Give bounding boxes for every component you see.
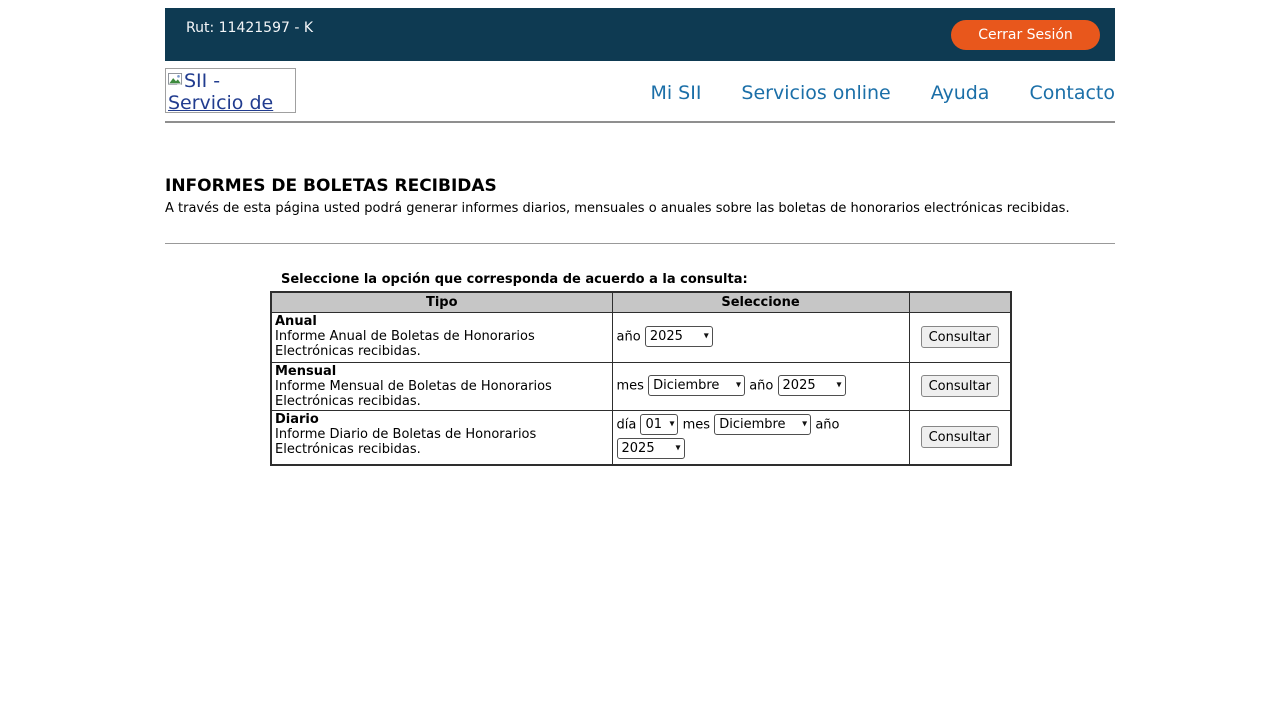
mensual-year-select-wrap: [778, 374, 846, 398]
reports-table: [270, 291, 1012, 466]
page-container: [165, 0, 1115, 466]
anual-description: Informe Anual de Boletas de Honorarios Electrónicas recibidas.: [275, 328, 535, 359]
diario-year-select-wrap: [617, 437, 685, 461]
header-cell-empty: [909, 292, 1011, 312]
header-divider: [165, 121, 1115, 123]
mensual-year-label: año: [749, 378, 774, 394]
anual-action-cell: [909, 312, 1011, 362]
anual-select-cell: [612, 312, 909, 362]
mensual-month-select[interactable]: [648, 375, 745, 396]
table-row-mensual: [271, 362, 1011, 410]
header-cell-seleccione: Seleccione: [612, 292, 909, 312]
diario-year-label: año: [815, 417, 840, 432]
anual-type-label: Anual: [275, 313, 317, 329]
table-row-diario: [271, 410, 1011, 465]
nav-item-mi-sii[interactable]: Mi SII: [650, 82, 702, 104]
diario-day-label: día: [616, 417, 637, 432]
diario-month-select-wrap: [714, 413, 811, 437]
table-header-row: [271, 292, 1011, 312]
nav-item-ayuda[interactable]: Ayuda: [930, 82, 990, 104]
header-cell-tipo: Tipo: [271, 292, 612, 312]
logo-alt-text-line1: SII -: [184, 70, 221, 92]
mensual-month-select-wrap: [648, 374, 745, 398]
diario-action-cell: [909, 410, 1011, 465]
main-nav: [650, 82, 1115, 104]
chevron-down-icon: ▾: [675, 442, 681, 454]
anual-year-select[interactable]: [645, 326, 713, 347]
diario-day-select[interactable]: [640, 414, 678, 435]
diario-select-cell: [612, 410, 909, 465]
anual-year-label: año: [616, 329, 641, 345]
rut-label: Rut: 11421597 - K: [186, 20, 314, 36]
logout-button[interactable]: Cerrar Sesión: [951, 20, 1100, 50]
anual-year-select-wrap: [645, 325, 713, 349]
anual-type-cell: [271, 312, 612, 362]
chevron-down-icon: ▾: [669, 418, 675, 430]
diario-day-select-wrap: [640, 413, 678, 437]
session-topbar: [165, 8, 1115, 61]
diario-consultar-button[interactable]: Consultar: [921, 426, 999, 448]
diario-description: Informe Diario de Boletas de Honorarios Electrónicas recibidas.: [275, 426, 537, 457]
mensual-type-cell: [271, 362, 612, 410]
chevron-down-icon: ▾: [703, 330, 709, 342]
mensual-action-cell: [909, 362, 1011, 410]
broken-image-icon: [168, 70, 183, 92]
instruction-label: Seleccione la opción que corresponda de acuerdo a la consulta:: [281, 272, 748, 287]
page-title: INFORMES DE BOLETAS RECIBIDAS: [165, 176, 497, 196]
nav-item-servicios-online[interactable]: Servicios online: [741, 82, 891, 104]
anual-consultar-button[interactable]: Consultar: [921, 326, 999, 348]
chevron-down-icon: ▾: [736, 379, 742, 391]
diario-year-select[interactable]: [617, 438, 685, 459]
chevron-down-icon: ▾: [802, 418, 808, 430]
table-row-anual: [271, 312, 1011, 362]
diario-month-select[interactable]: [714, 414, 811, 435]
page-subtitle: A través de esta página usted podrá generar informes diarios, mensuales o anuales sobre las boletas de honorarios electrónicas recibidas.: [165, 201, 1070, 216]
header-row: [165, 68, 1115, 113]
diario-month-label: mes: [682, 417, 711, 432]
logo-alt-text-line2: Servicio de: [168, 92, 274, 113]
mensual-consultar-button[interactable]: Consultar: [921, 375, 999, 397]
mensual-month-label: mes: [616, 378, 644, 394]
report-selection-section: [270, 272, 1011, 466]
mensual-type-label: Mensual: [275, 363, 337, 379]
diario-type-label: Diario: [275, 411, 319, 427]
nav-item-contacto[interactable]: Contacto: [1029, 82, 1115, 104]
content-divider: [165, 243, 1115, 244]
mensual-select-cell: [612, 362, 909, 410]
chevron-down-icon: ▾: [836, 379, 842, 391]
mensual-description: Informe Mensual de Boletas de Honorarios Electrónicas recibidas.: [275, 378, 552, 409]
diario-type-cell: [271, 410, 612, 465]
mensual-year-select[interactable]: [778, 375, 846, 396]
sii-logo-link[interactable]: [165, 68, 296, 113]
